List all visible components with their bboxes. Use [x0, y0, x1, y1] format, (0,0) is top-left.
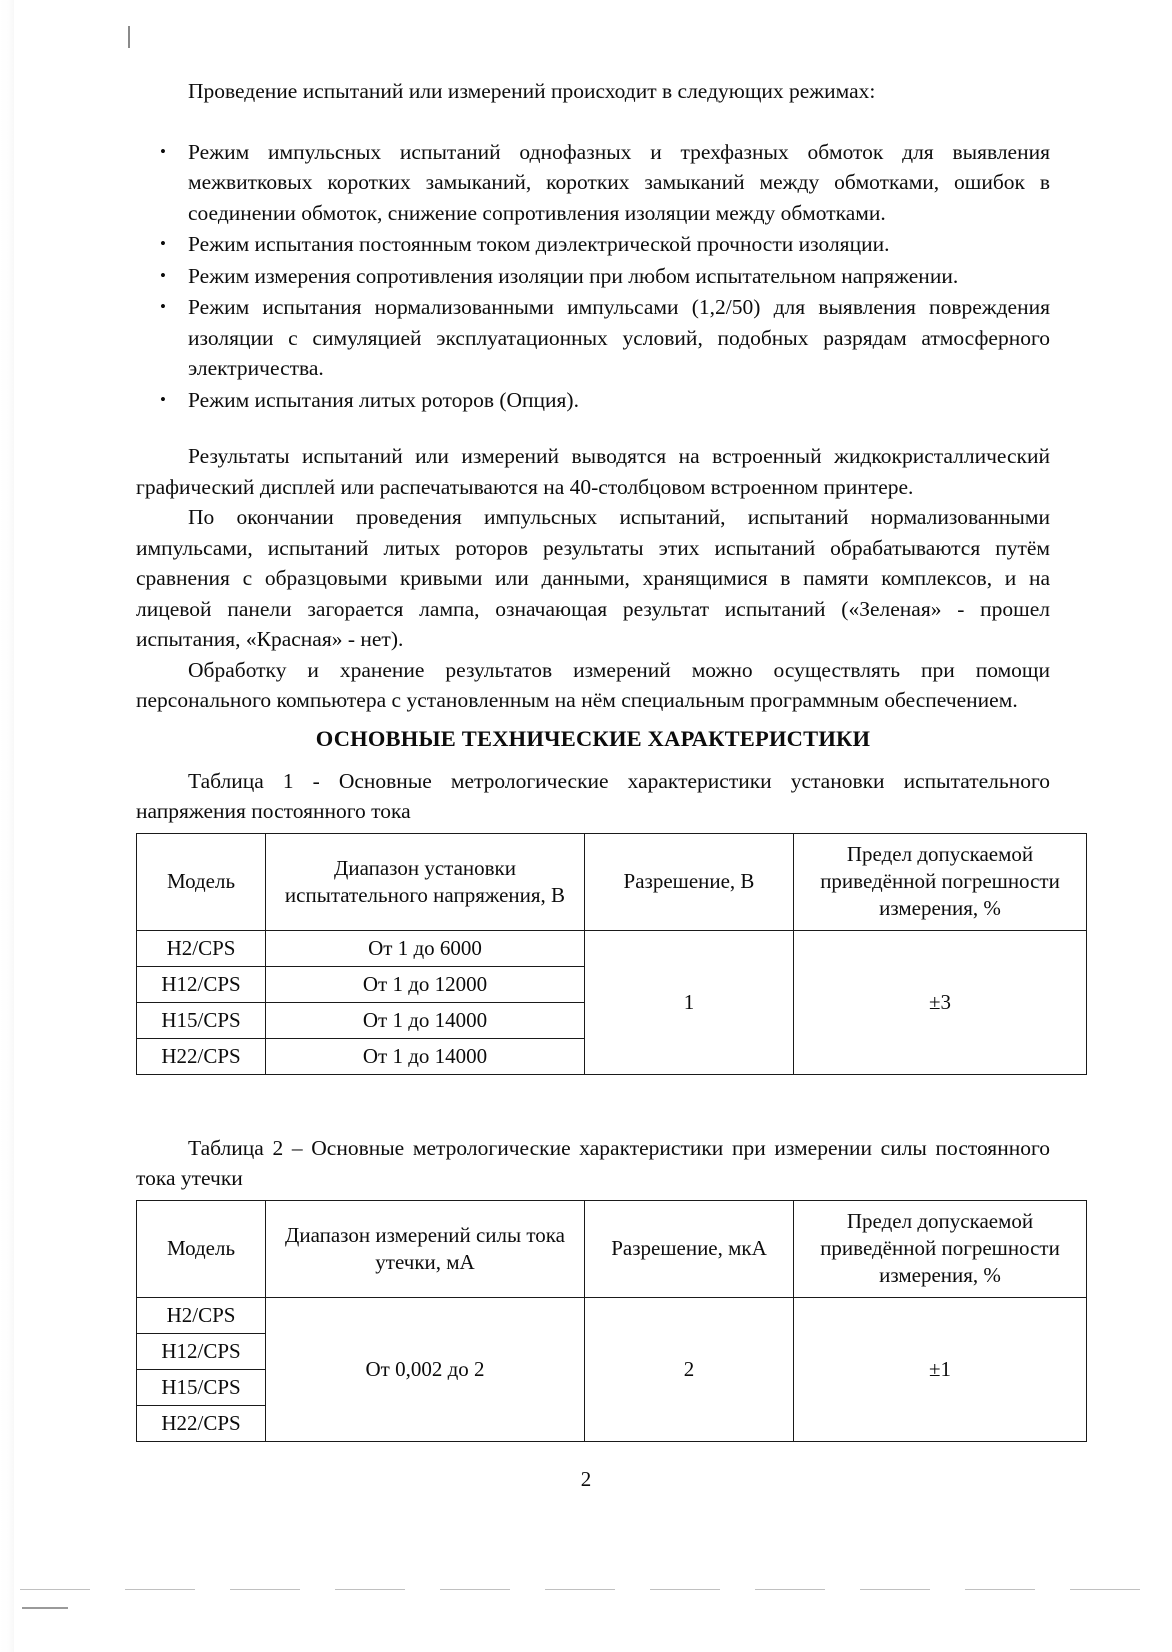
table1-body: [137, 930, 1087, 1074]
table2-head: [137, 1200, 1087, 1297]
paragraph: Обработку и хранение результатов измерений можно осуществлять при помощи персонального компьютера с установленным на нём специальным программным обеспечением.: [136, 657, 1050, 712]
table1-cell-range: От 1 до 6000: [266, 930, 585, 966]
page-content: [136, 76, 1060, 1442]
scan-artifact-bottom-dash: [22, 1607, 68, 1609]
table2-cell-model: Н12/CPS: [137, 1333, 266, 1369]
table2-cell-model: Н15/CPS: [137, 1369, 266, 1405]
table-2-leakage-current-specs: [136, 1200, 1087, 1442]
table-row: [137, 1297, 1087, 1333]
list-item: [136, 261, 1050, 292]
table-row: [137, 930, 1087, 966]
table1-header-resolution: Разрешение, В: [585, 833, 794, 930]
list-item-label: Режим испытания литых роторов (Опция).: [188, 387, 579, 412]
table1-cell-range: От 1 до 14000: [266, 1038, 585, 1074]
list-item: [136, 292, 1050, 384]
table-header-row: [137, 833, 1087, 930]
bullet-icon: •: [160, 141, 166, 161]
table2-cell-resolution: 2: [585, 1297, 794, 1441]
table1-head: [137, 833, 1087, 930]
section-title: ОСНОВНЫЕ ТЕХНИЧЕСКИЕ ХАРАКТЕРИСТИКИ: [315, 725, 871, 751]
bullet-icon: •: [160, 265, 166, 285]
bullet-icon: •: [160, 297, 166, 316]
table2-cell-range: От 0,002 до 2: [266, 1297, 585, 1441]
bullet-icon: •: [160, 389, 166, 409]
table1-cell-resolution: 1: [585, 930, 794, 1074]
list-item: [136, 229, 1050, 260]
table1-cell-model: Н15/CPS: [137, 1002, 266, 1038]
table2-cell-error: ±1: [794, 1297, 1087, 1441]
table-header-row: [137, 1200, 1087, 1297]
table1-cell-model: Н2/CPS: [137, 930, 266, 966]
table-gap-spacer: [136, 1075, 1050, 1133]
table2-header-resolution: Разрешение, мкА: [585, 1200, 794, 1297]
list-item: [136, 137, 1050, 229]
table1-cell-error: ±3: [794, 930, 1087, 1074]
table1-header-range: Диапазон установки испытательного напряжения, В: [266, 833, 585, 930]
table2-cell-model: Н22/CPS: [137, 1405, 266, 1441]
table2-header-range: Диапазон измерений силы тока утечки, мА: [266, 1200, 585, 1297]
table2-header-model: Модель: [137, 1200, 266, 1297]
modes-list: [136, 137, 1050, 416]
table1-header-model: Модель: [137, 833, 266, 930]
table1-caption: Таблица 1 - Основные метрологические характеристики установки испытательного напряжения постоянного тока: [136, 768, 1050, 823]
list-item-label: Режим измерения сопротивления изоляции при любом испытательном напряжении.: [188, 263, 959, 288]
table-1-voltage-specs: [136, 833, 1087, 1075]
table1-cell-range: От 1 до 12000: [266, 966, 585, 1002]
body-paragraphs: [136, 441, 1050, 716]
table2-caption: Таблица 2 – Основные метрологические характеристики при измерении силы постоянного тока утечки: [136, 1135, 1050, 1190]
intro-line: Проведение испытаний или измерений происходит в следующих режимах:: [188, 79, 876, 103]
list-item: [136, 385, 1050, 416]
table2-header-error: Предел допускаемой приведённой погрешности измерения, %: [794, 1200, 1087, 1297]
scan-artifact-bottom-line: [20, 1589, 1150, 1590]
scan-edge-shadow: [0, 0, 14, 1652]
table1-cell-model: Н22/CPS: [137, 1038, 266, 1074]
table1-header-error: Предел допускаемой приведённой погрешности измерения, %: [794, 833, 1087, 930]
bullet-icon: •: [160, 234, 166, 253]
table2-cell-model: Н2/CPS: [137, 1297, 266, 1333]
list-item-label: Режим импульсных испытаний однофазных и трехфазных обмоток для выявления межвитковых коротких замыканий, коротких замыканий между обмотками, ошибок в соединении обмоток, снижение сопротивления изоляции между обмотками.: [188, 139, 1050, 225]
list-item-label: Режим испытания постоянным током диэлектрической прочности изоляции.: [188, 232, 890, 256]
list-item-label: Режим испытания нормализованными импульсами (1,2/50) для выявления повреждения изоляции с симуляцией эксплуатационных условий, подобных разрядам атмосферного электричества.: [188, 295, 1050, 380]
page-number: 2: [580, 1467, 592, 1491]
table1-cell-model: Н12/CPS: [137, 966, 266, 1002]
paragraph: По окончании проведения импульсных испытаний, испытаний нормализованными импульсами, испытаний литых роторов результаты этих испытаний обрабатываются путём сравнения с образцовыми кривыми или данными, хранящимися в памяти комплексов, и на лицевой панели загорается лампа, означающая результат испытаний («Зеленая» - прошел испытания, «Красная» - нет).: [136, 505, 1050, 651]
table1-cell-range: От 1 до 14000: [266, 1002, 585, 1038]
paragraph: Результаты испытаний или измерений выводятся на встроенный жидкокристаллический графический дисплей или распечатываются на 40-столбцовом встроенном принтере.: [136, 444, 1050, 499]
scan-artifact-mark: [128, 26, 130, 48]
table2-body: [137, 1297, 1087, 1441]
